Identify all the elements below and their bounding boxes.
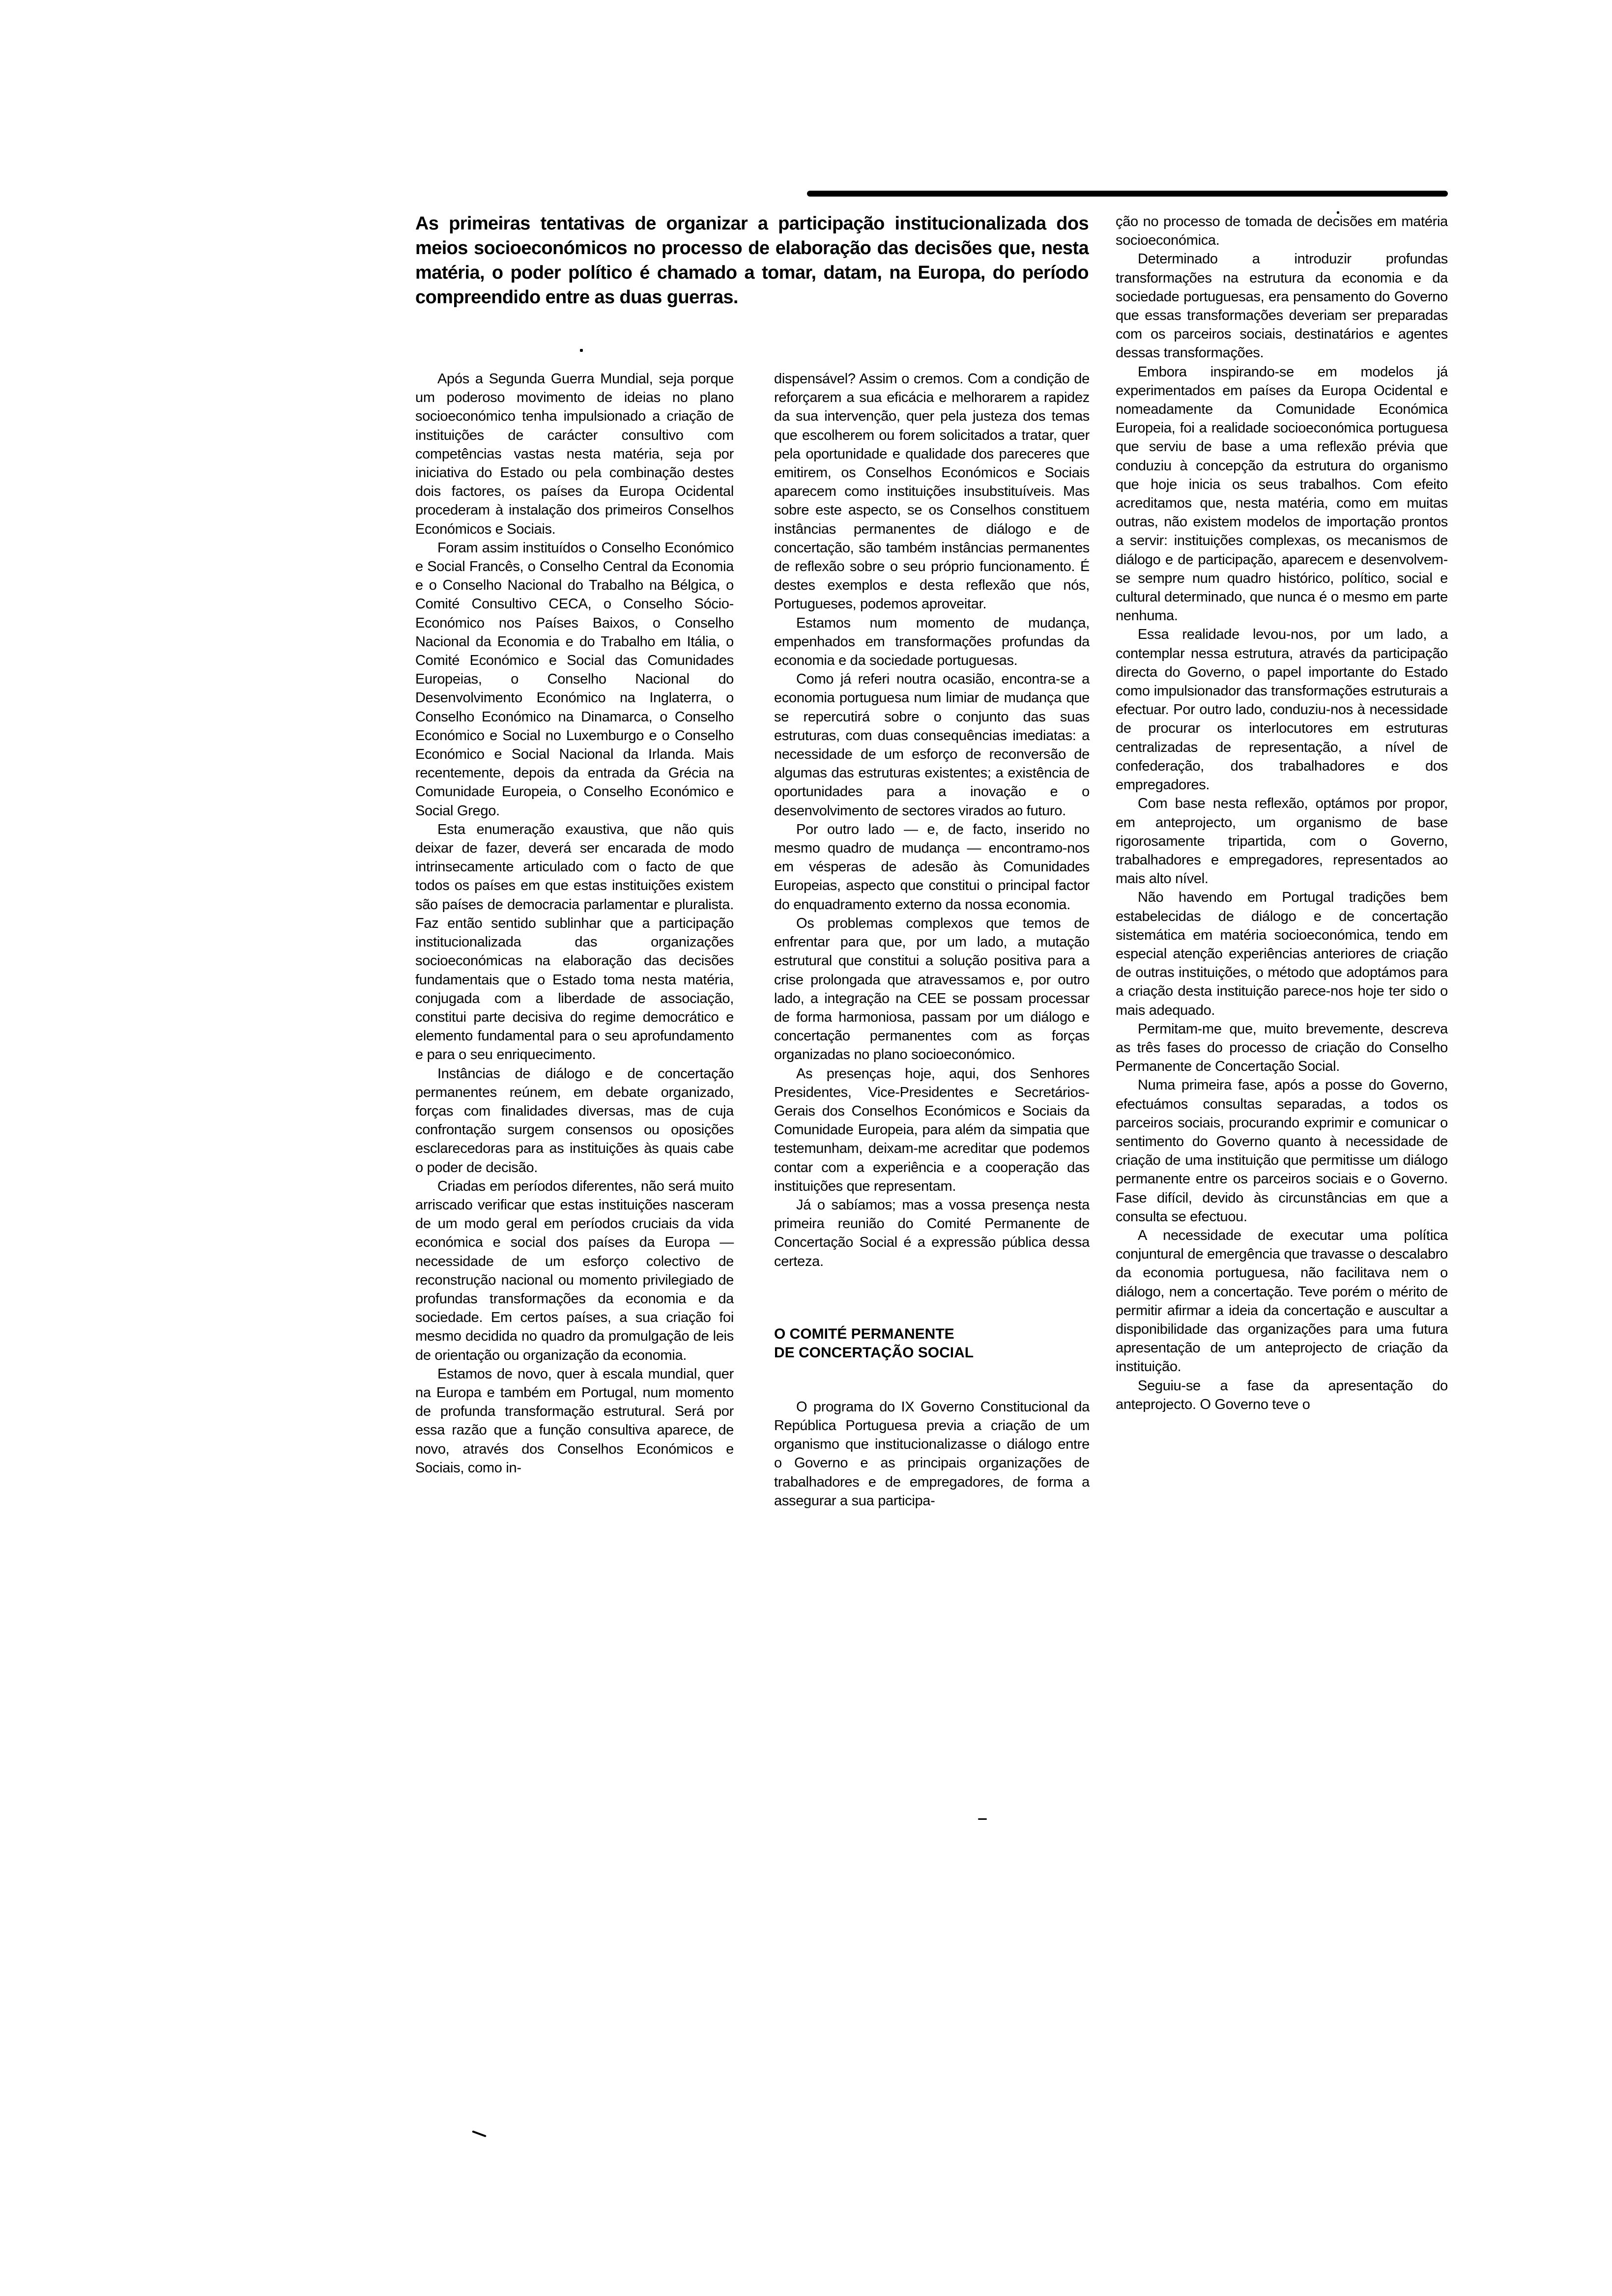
scan-speck — [1337, 211, 1339, 214]
paragraph: Instâncias de diálogo e de concertação permanentes reúnem, em debate organizado, forças com finalidades diversas, mas de cuja confrontação surgem consensos ou oposições esclarecedoras para as instituições às quais cabe o poder de decisão. — [415, 1065, 734, 1176]
section-heading — [774, 1325, 1090, 1362]
paragraph: Embora inspirando-se em modelos já experimentados em países da Europa Ocidental e nomeadamente da Comunidade Económica Europeia, foi a realidade socioeconómica portuguesa que serviu de base a uma reflexão prévia que conduziu à concepção da estrutura do organismo que hoje inicia os seus trabalhos. Com efeito acreditamos que, nesta matéria, como em muitas outras, não existem modelos de importação prontos a servir: instituições complexas, os mecanismos de diálogo e de participação, aparecem e desenvolvem-se sempre num quadro histórico, político, social e cultural determinado, que nunca é o mesmo em parte nenhuma. — [1116, 364, 1448, 624]
paragraph: Esta enumeração exaustiva, que não quis deixar de fazer, deverá ser encarada de modo intrinsecamente articulado com o facto de que todos os países em que estas instituições existem são países de democracia parlamentar e pluralista. Faz então sentido sublinhar que a participação institucionalizada das organizações socioeconómicas na elaboração das decisões fundamentais que o Estado toma nesta matéria, conjugada com a liberdade de associação, constitui parte decisiva do regime democrático e elemento fundamental para o seu aprofundamento e para o seu enriquecimento. — [415, 821, 734, 1063]
paragraph: As presenças hoje, aqui, dos Senhores Presidentes, Vice-Presidentes e Secretários-Gerais dos Conselhos Económicos e Sociais da Comunidade Europeia, para além da simpatia que testemunham, deixam-me acreditar que podemos contar com a experiência e a cooperação das instituições que representam. — [774, 1065, 1090, 1194]
paragraph: Estamos num momento de mudança, empenhados em transformações profundas da economia e da sociedade portuguesas. — [774, 615, 1090, 669]
paragraph: Foram assim instituídos o Conselho Económico e Social Francês, o Conselho Central da Economia e o Conselho Nacional do Trabalho na Bélgica, o Comité Consultivo CECA, o Conselho Sócio-Económico nos Países Baixos, o Conselho Nacional da Economia e do Trabalho em Itália, o Comité Económico e Social das Comunidades Europeias, o Conselho Nacional do Desenvolvimento Económico na Inglaterra, o Conselho Económico na Dinamarca, o Conselho Económico e Social no Luxemburgo e o Conselho Económico e Social Nacional da Irlanda. Mais recentemente, depois da entrada da Grécia na Comunidade Europeia, o Conselho Económico e Social Grego. — [415, 540, 734, 819]
paragraph: Permitam-me que, muito brevemente, descreva as três fases do processo de criação do Conselho Permanente de Concertação Social. — [1116, 1021, 1448, 1075]
paragraph-continued: dispensável? Assim o cremos. Com a condição de reforçarem a sua eficácia e melhorarem a rapidez da sua intervenção, quer pela justeza dos temas que escolherem ou forem solicitados a tratar, quer pela oportunidade e qualidade dos pareceres que emitirem, os Conselhos Económicos e Sociais aparecem como instituições insubstituíveis. Mas sobre este aspecto, se os Conselhos constituem instâncias permanentes de diálogo e de concertação, são também instâncias permanentes de reflexão sobre o seu próprio funcionamento. É destes exemplos e desta reflexão que nós, Portugueses, podemos aproveitar. — [774, 371, 1090, 612]
paragraph: Numa primeira fase, após a posse do Governo, efectuámos consultas separadas, a todos os parceiros sociais, procurando exprimir e comunicar o sentimento do Governo quanto à necessidade de criação de uma instituição que permitisse um diálogo permanente entre os parceiros sociais e o Governo. Fase difícil, devido às circunstâncias em que a consulta se efectuou. — [1116, 1077, 1448, 1225]
top-horizontal-rule — [807, 191, 1448, 197]
paragraph: Não havendo em Portugal tradições bem estabelecidas de diálogo e de concertação sistemática em matéria socioeconómica, tendo em especial atenção experiências anteriores de criação de outras instituições, o método que adoptámos para a criação desta instituição parece-nos hoje ter sido o mais adequado. — [1116, 890, 1448, 1018]
paragraph: O programa do IX Governo Constitucional da República Portuguesa previa a criação de um organismo que institucionalizasse o diálogo entre o Governo e as principais organizações de trabalhadores e de empregadores, de forma a assegurar a sua participa- — [774, 1399, 1090, 1509]
paragraph: Por outro lado — e, de facto, inserido no mesmo quadro de mudança — encontramo-nos em vésperas de adesão às Comunidades Europeias, aspecto que constitui o principal factor do enquadramento externo da nossa economia. — [774, 821, 1090, 913]
section-heading-line-1: O COMITÉ PERMANENTE — [774, 1325, 954, 1342]
scan-speck — [978, 1818, 987, 1820]
paragraph: Os problemas complexos que temos de enfrentar para que, por um lado, a mutação estrutural que constitui a solução positiva para a crise prolongada que atravessamos e, por outro lado, a integração na CEE se possam processar de forma harmoniosa, passam por um diálogo e concertação permanentes com as forças organizadas no plano socioeconómico. — [774, 915, 1090, 1063]
paragraph: Criadas em períodos diferentes, não será muito arriscado verificar que estas instituições nasceram de um modo geral em períodos cruciais da vida económica e social dos países da Europa — necessidade de um esforço colectivo de reconstrução nacional ou momento privilegiado de profundas transformações da economia e da sociedade. Em certos países, a sua criação foi mesmo decidida no quadro da promulgação de leis de orientação ou organização da economia. — [415, 1178, 734, 1363]
scan-speck — [472, 2130, 487, 2137]
paragraph: Determinado a introduzir profundas transformações na estrutura da economia e da sociedade portuguesas, era pensamento do Governo que essas transformações deveriam ser preparadas com os parceiros sociais, destinatários e agentes dessas transformações. — [1116, 251, 1448, 361]
paragraph: Como já referi noutra ocasião, encontra-se a economia portuguesa num limiar de mudança que se repercutirá sobre o conjunto das suas estruturas, com duas consequências imediatas: a necessidade de um esforço de reconversão de algumas das estruturas existentes; a existência de oportunidades para a inovação e o desenvolvimento de sectores virados ao futuro. — [774, 671, 1090, 819]
paragraph: Após a Segunda Guerra Mundial, seja porque um poderoso movimento de ideias no plano socioeconómico tenha impulsionado a criação de instituições de carácter consultivo com competências vastas nesta matéria, seja por iniciativa do Estado ou pela combinação destes dois factores, os países da Europa Ocidental procederam à instalação dos primeiros Conselhos Económicos e Sociais. — [415, 371, 734, 537]
paragraph: Já o sabíamos; mas a vossa presença nesta primeira reunião do Comité Permanente de Concertação Social é a expressão pública dessa certeza. — [774, 1197, 1090, 1269]
text-column-1 — [415, 370, 734, 1477]
paragraph: Com base nesta reflexão, optámos por propor, em anteprojecto, um organismo de base rigorosamente tripartida, com o Governo, trabalhadores e empregadores, representados ao mais alto nível. — [1116, 796, 1448, 887]
paragraph-continued: ção no processo de tomada de decisões em matéria socioeconómica. — [1116, 214, 1448, 249]
paragraph: Essa realidade levou-nos, por um lado, a contemplar nessa estrutura, através da participação directa do Governo, o papel importante do Estado como impulsionador das transformações estruturais a efectuar. Por outro lado, conduziu-nos à necessidade de procurar os interlocutores em estruturas centralizadas de representação, a nível de confederação, dos trabalhadores e dos empregadores. — [1116, 627, 1448, 793]
scan-speck — [580, 349, 583, 352]
section-heading-line-2: DE CONCERTAÇÃO SOCIAL — [774, 1344, 974, 1361]
paragraph: A necessidade de executar uma política conjuntural de emergência que travasse o descalabro da economia portuguesa, não facilitava nem o diálogo, nem a concertação. Teve porém o mérito de permitir afirmar a ideia da concertação e auscultar a disponibilidade das organizações para uma futura apresentação de um anteprojecto de criação da instituição. — [1116, 1227, 1448, 1375]
paragraph: Estamos de novo, quer à escala mundial, quer na Europa e também em Portugal, num momento de profunda transformação estrutural. Será por essa razão que a função consultiva aparece, de novo, através dos Conselhos Económicos e Sociais, como in- — [415, 1366, 734, 1476]
text-column-2 — [774, 370, 1090, 1510]
article-lead: As primeiras tentativas de organizar a participação institucionalizada dos meios socioeconómicos no processo de elaboração das decisões que, nesta matéria, o poder político é chamado a tomar, datam, na Europa, do período compreendido entre as duas guerras. — [415, 213, 1089, 308]
paragraph: Seguiu-se a fase da apresentação do anteprojecto. O Governo teve o — [1116, 1378, 1448, 1412]
text-column-3 — [1116, 212, 1448, 1414]
